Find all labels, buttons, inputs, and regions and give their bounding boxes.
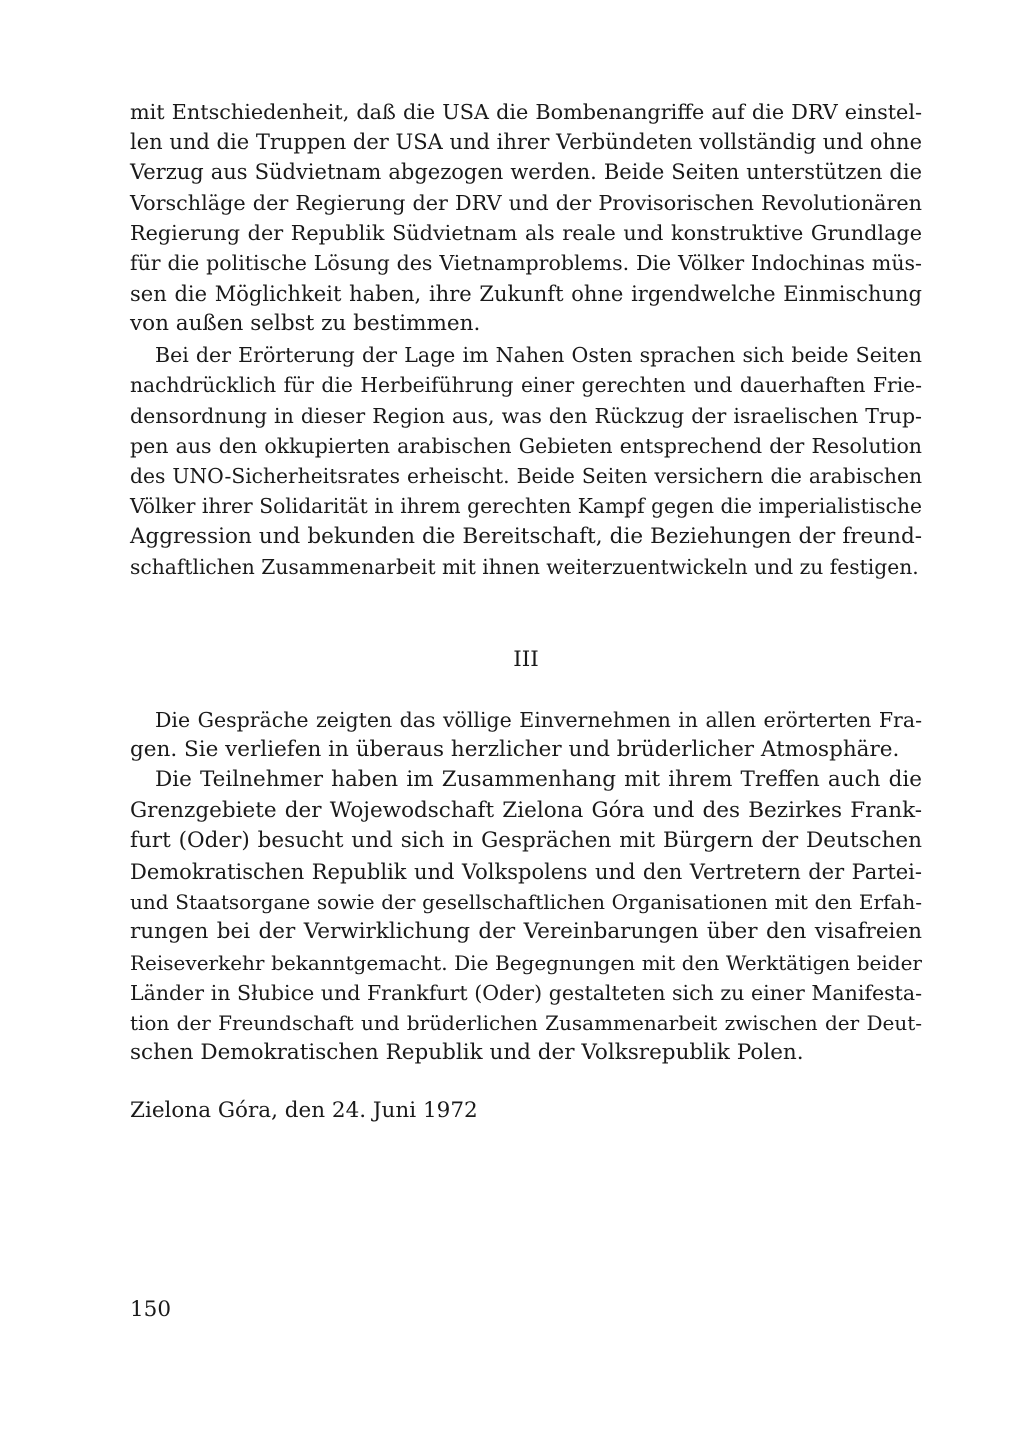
text-line: von außen selbst zu bestimmen. bbox=[130, 311, 481, 336]
text-line: Aggression und bekunden die Bereitschaft, die Beziehungen der freund- bbox=[130, 524, 922, 549]
text-line: pen aus den okkupierten arabischen Gebieten entsprechend der Resolution bbox=[130, 434, 922, 458]
text-line: schen Demokratischen Republik und der Volksrepublik Polen. bbox=[130, 1040, 804, 1065]
text-line: und Staatsorgane sowie der gesellschaftlichen Organisationen mit den Erfah- bbox=[130, 890, 922, 914]
text-line: sen die Möglichkeit haben, ihre Zukunft ohne irgendwelche Einmischung bbox=[130, 282, 922, 306]
text-line: Demokratischen Republik und Volkspolens und den Vertretern der Partei- bbox=[130, 860, 922, 884]
text-line: Die Gespräche zeigten das völlige Einvernehmen in allen erörterten Fra- bbox=[155, 708, 922, 732]
text-line: rungen bei der Verwirklichung der Vereinbarungen über den visafreien bbox=[130, 919, 922, 944]
text-line: Grenzgebiete der Wojewodschaft Zielona Góra und des Bezirkes Frank- bbox=[130, 798, 922, 823]
text-line: Reiseverkehr bekanntgemacht. Die Begegnungen mit den Werktätigen beider bbox=[130, 951, 922, 975]
text-line: len und die Truppen der USA und ihrer Verbündeten vollständig und ohne bbox=[130, 130, 922, 154]
text-line: schaftlichen Zusammenarbeit mit ihnen weiterzuentwickeln und zu festigen. bbox=[130, 555, 919, 579]
text-line: des UNO-Sicherheitsrates erheischt. Beide Seiten versichern die arabischen bbox=[130, 464, 922, 488]
text-line: Verzug aus Südvietnam abgezogen werden. Beide Seiten unterstützen die bbox=[130, 160, 922, 184]
text-line: mit Entschiedenheit, daß die USA die Bombenangriffe auf die DRV einstel- bbox=[130, 100, 922, 124]
dateline: Zielona Góra, den 24. Juni 1972 bbox=[130, 1098, 478, 1123]
text-line: Vorschläge der Regierung der DRV und der Provisorischen Revolutionären bbox=[130, 191, 922, 215]
page-number: 150 bbox=[130, 1297, 172, 1322]
text-line: Länder in Słubice und Frankfurt (Oder) gestalteten sich zu einer Manifesta- bbox=[130, 981, 922, 1005]
section-heading: III bbox=[513, 647, 539, 672]
text-line: furt (Oder) besucht und sich in Gesprächen mit Bürgern der Deutschen bbox=[130, 828, 922, 853]
text-line: tion der Freundschaft und brüderlichen Zusammenarbeit zwischen der Deut- bbox=[130, 1011, 922, 1035]
text-line: densordnung in dieser Region aus, was den Rückzug der israelischen Trup- bbox=[130, 404, 922, 428]
text-line: Regierung der Republik Südvietnam als reale und konstruktive Grundlage bbox=[130, 221, 922, 245]
text-line: Die Teilnehmer haben im Zusammenhang mit ihrem Treffen auch die bbox=[155, 767, 922, 792]
text-line: Bei der Erörterung der Lage im Nahen Osten sprachen sich beide Seiten bbox=[155, 343, 922, 367]
text-line: Völker ihrer Solidarität in ihrem gerechten Kampf gegen die imperialistische bbox=[130, 494, 922, 518]
text-line: nachdrücklich für die Herbeiführung einer gerechten und dauerhaften Frie- bbox=[130, 373, 922, 397]
text-line: gen. Sie verliefen in überaus herzlicher und brüderlicher Atmosphäre. bbox=[130, 737, 900, 762]
text-line: für die politische Lösung des Vietnamproblems. Die Völker Indochinas müs- bbox=[130, 251, 922, 275]
